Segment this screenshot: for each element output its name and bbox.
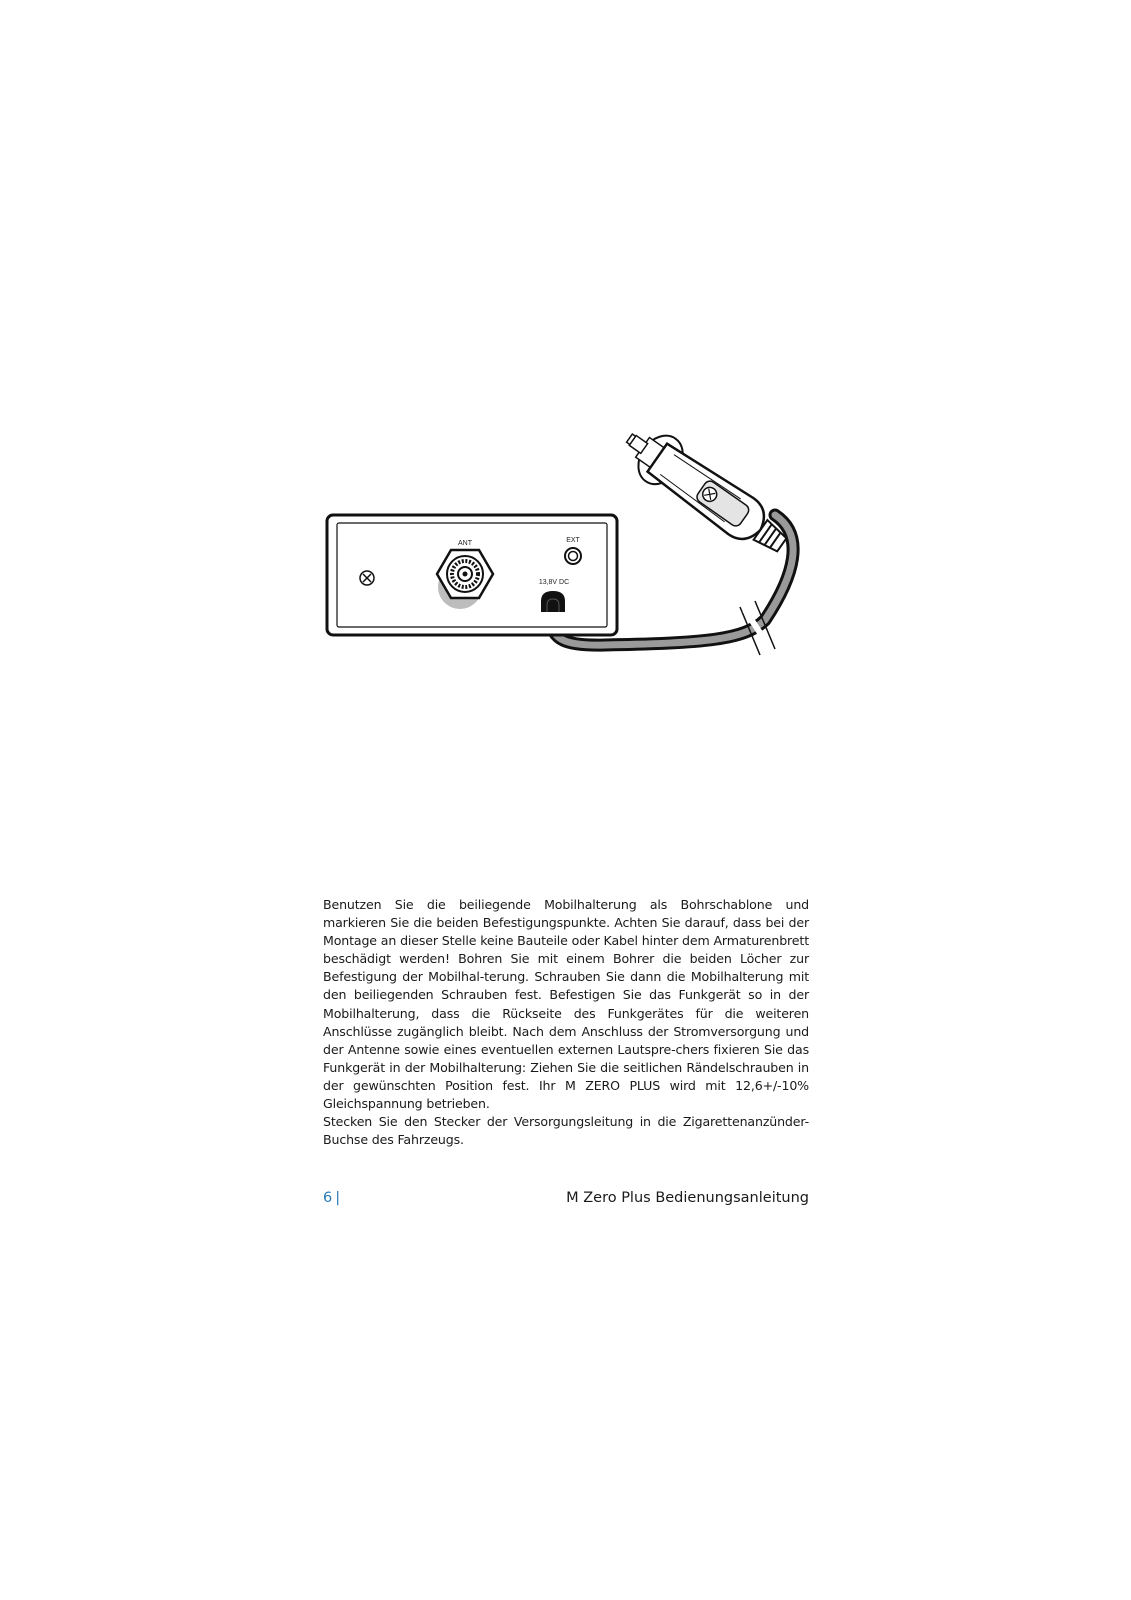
document-title: M Zero Plus Bedienungsanleitung — [566, 1190, 809, 1206]
cigarette-lighter-plug — [615, 417, 797, 566]
radio-power-connection-figure — [325, 415, 825, 675]
ext-label: EXT — [566, 537, 580, 544]
page-number: 6 | — [323, 1190, 341, 1206]
ant-label: ANT — [458, 540, 472, 547]
dc-label: 13,8V DC — [538, 579, 570, 586]
paragraph-power-plug: Stecken Sie den Stecker der Versorgungsleitung in die Zigarettenanzünder-Buchse des Fahrzeugs. — [323, 1114, 809, 1148]
radio-rear-panel-illustration — [325, 415, 825, 675]
paragraph-mounting: Benutzen Sie die beiliegende Mobilhalterung als Bohrschablone und markieren Sie die beiden Befestigungspunkte. Achten Sie darauf, dass bei der Montage an dieser Stelle keine Bauteile oder Kabel hinter dem Armaturenbrett beschädigt werden! Bohren Sie mit einem Bohrer die beiden Löcher zur Befestigung der Mobilhal-terung. Schrauben Sie dann die Mobilhalterung mit den beiliegenden Schrauben fest. Befestigen Sie das Funkgerät so in der Mobilhalterung, dass die Rückseite des Funkgerätes für die weiteren Anschlüsse zugänglich bleibt. Nach dem Anschluss der Stromversorgung und der Antenne sowie eines eventuellen externen Lautspre-chers fixieren Sie das Funkgerät in der Mobilhalterung: Ziehen Sie die seitlichen Rändelschrauben in der gewünschten Position fest. Ihr M ZERO PLUS wird mit 12,6+/-10% Gleichspannung betrieben. — [323, 897, 809, 1112]
footer-separator: | — [335, 1190, 341, 1206]
dc-power-plug — [541, 591, 565, 612]
instruction-text — [323, 896, 809, 1149]
page-footer — [323, 1190, 809, 1212]
